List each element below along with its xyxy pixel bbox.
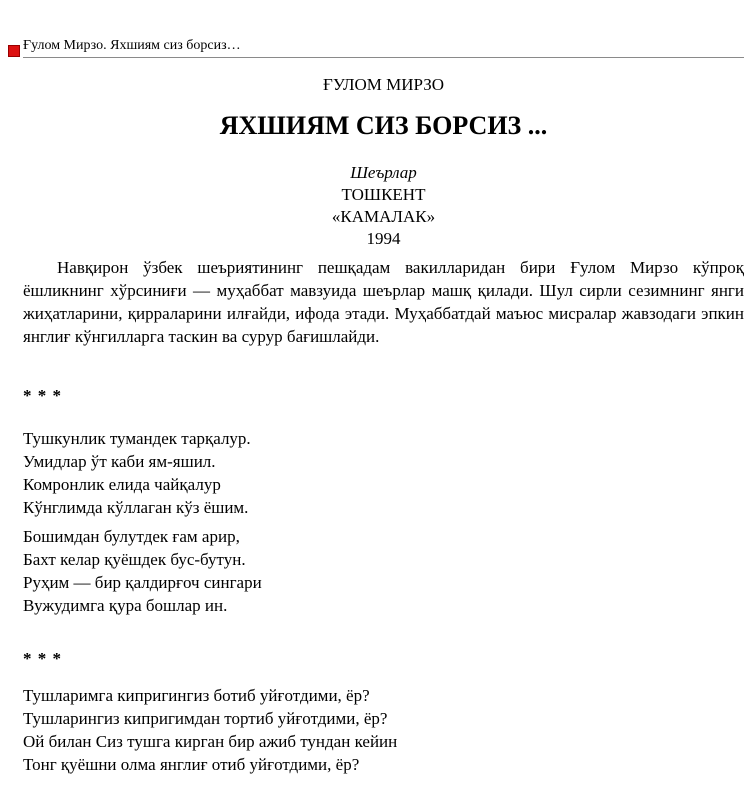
genre-label: Шеърлар [350,163,417,182]
running-header-title: Ғулом Мирзо. Яхшиям сиз борсиз… [23,38,241,53]
poem-line: Комронлик елида чайқалур [23,475,221,494]
poem-line: Умидлар ўт каби ям-яшил. [23,452,216,471]
annotation-paragraph: Навқирон ўзбек шеъриятининг пешқадам вакилларидан бири Ғулом Мирзо кўпроқ ёшликнинг хўрсиниғи — муҳаббат мавзуида шеърлар машқ қилади. Шул сирли сезимнинг янги жиҳатларини, қирраларини илғайди, ифода этади. Муҳаббатдай маъюс мисралар жавзодаги эпкин янглиғ кўнгилларга таскин ва сурур бағишлайди. [23,258,744,346]
book-title: ЯХШИЯМ СИЗ БОРСИЗ ... [219,111,548,140]
stanza-separator: * * * [23,649,62,668]
poem-stanza [23,427,744,519]
poem-line: Руҳим — бир қалдирғоч сингари [23,573,262,592]
year-label: 1994 [366,229,401,248]
poem-line: Тушларингиз кипригимдан тортиб уйғотдими, ёр? [23,709,388,728]
poem-stanza [23,525,744,617]
book-page [0,38,752,794]
poem-line: Тушкунлик тумандек тарқалур. [23,429,251,448]
publisher-label: «КАМАЛАК» [331,207,436,226]
poem-line: Кўнглимда кўллаган кўз ёшим. [23,498,249,517]
poem-line: Бошимдан булутдек ғам арир, [23,527,240,546]
poem-stanza [23,684,744,776]
poem-line: Вужудимга қура бошлар ин. [23,596,228,615]
publication-block [23,162,744,250]
poem-line: Ой билан Сиз тушга кирган бир ажиб тундан кейин [23,732,398,751]
poem-line: Бахт келар қуёшдек бус-бутун. [23,550,246,569]
poem-line: Тонг қуёшни олма янглиғ отиб уйғотдими, ёр? [23,755,360,774]
city-label: ТОШКЕНТ [341,185,426,204]
poem-line: Тушларимга кипригингиз ботиб уйғотдими, ёр? [23,686,370,705]
running-header [23,38,744,58]
stanza-separator: * * * [23,386,62,405]
author-name: ҒУЛОМ МИРЗО [323,75,444,94]
missing-image-placeholder-icon [8,45,20,57]
